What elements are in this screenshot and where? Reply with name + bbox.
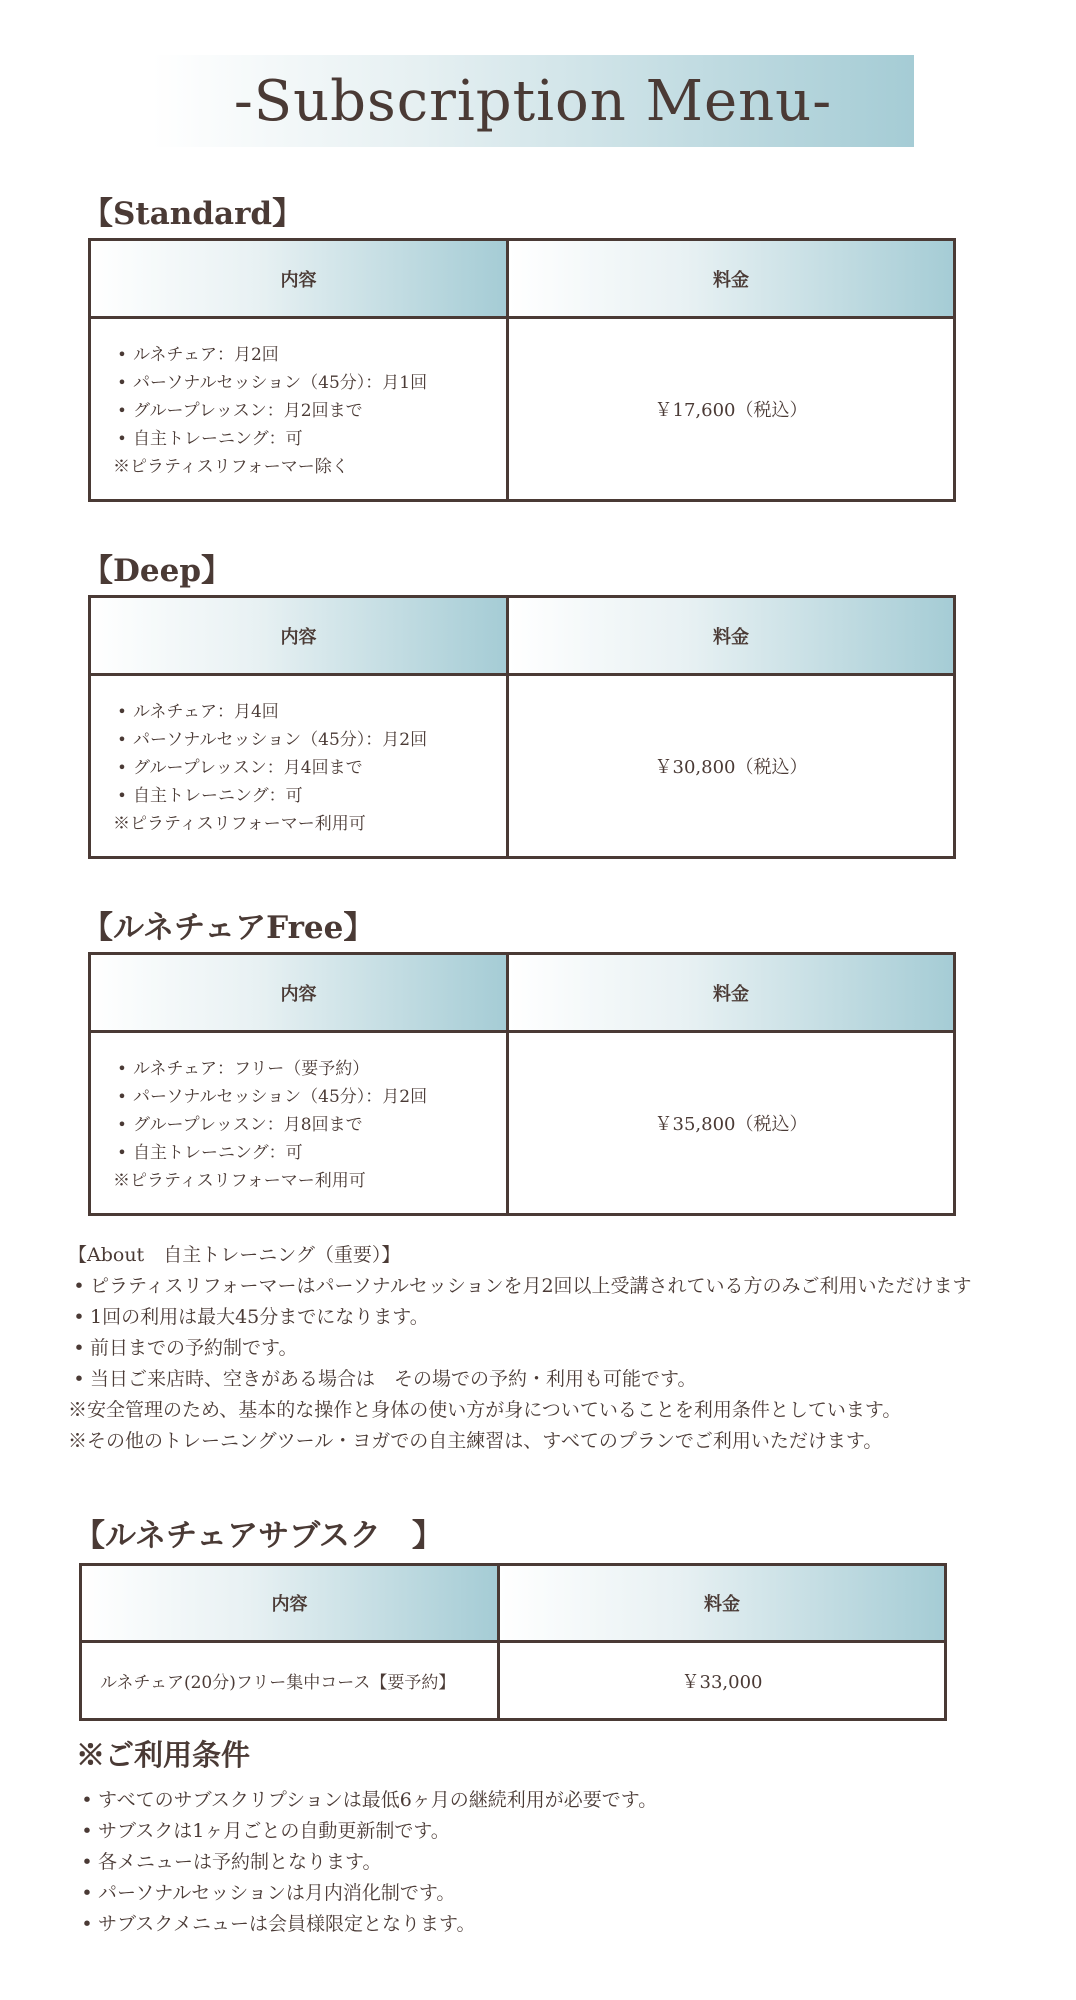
title-banner bbox=[152, 55, 914, 147]
list-item bbox=[76, 1909, 657, 1940]
plan-heading-standard: 【Standard】 bbox=[82, 196, 304, 232]
list-item bbox=[111, 1055, 506, 1083]
list-item bbox=[111, 754, 506, 782]
feature-text: グループレッスン：月2回まで bbox=[133, 401, 363, 421]
bullet-icon: • bbox=[117, 1143, 127, 1162]
about-section bbox=[68, 1240, 1028, 1457]
bullet-icon: • bbox=[73, 1337, 85, 1359]
price-cell: ￥17,600（税込） bbox=[654, 400, 808, 421]
bullet-icon: • bbox=[117, 702, 127, 721]
bullet-icon: • bbox=[81, 1789, 93, 1811]
list-item bbox=[68, 1333, 1028, 1364]
table-body-row bbox=[91, 1033, 953, 1213]
feature-text: 自主トレーニング：可 bbox=[133, 1143, 303, 1163]
bullet-icon: • bbox=[81, 1913, 93, 1935]
plan-table-chair-subscription bbox=[79, 1563, 947, 1721]
content-cell bbox=[91, 676, 509, 856]
plan-heading-free: 【ルネチェアFree】 bbox=[82, 910, 375, 946]
bullet-icon: • bbox=[117, 1087, 127, 1106]
list-item bbox=[68, 1271, 1028, 1302]
table-header-row bbox=[82, 1566, 944, 1643]
feature-note: ※ピラティスリフォーマー除く bbox=[113, 457, 349, 477]
list-item bbox=[111, 1083, 506, 1111]
bullet-icon: • bbox=[117, 758, 127, 777]
condition-text: サブスクメニューは会員様限定となります。 bbox=[98, 1913, 476, 1935]
bullet-icon: • bbox=[81, 1820, 93, 1842]
feature-text: グループレッスン：月8回まで bbox=[133, 1115, 363, 1135]
feature-text: パーソナルセッション（45分）：月2回 bbox=[133, 1087, 428, 1107]
feature-note: ※ピラティスリフォーマー利用可 bbox=[113, 1171, 366, 1191]
content-cell bbox=[91, 1033, 509, 1213]
list-item bbox=[111, 397, 506, 425]
plan-heading-chair-subscription: 【ルネチェアサブスク 】 bbox=[74, 1518, 443, 1554]
about-text: 当日ご来店時、空きがある場合は その場での予約・利用も可能です。 bbox=[90, 1368, 697, 1390]
price-cell: ￥30,800（税込） bbox=[654, 757, 808, 778]
table-header-row bbox=[91, 598, 953, 676]
bullet-icon: • bbox=[117, 730, 127, 749]
feature-text: ルネチェア：月4回 bbox=[133, 702, 279, 722]
list-item bbox=[111, 369, 506, 397]
bullet-icon: • bbox=[117, 1115, 127, 1134]
plan-table-free bbox=[88, 952, 956, 1216]
list-item bbox=[76, 1878, 657, 1909]
list-item bbox=[68, 1302, 1028, 1333]
header-content: 内容 bbox=[91, 241, 509, 316]
header-content: 内容 bbox=[91, 598, 509, 673]
header-price: 料金 bbox=[500, 1566, 944, 1640]
plan-table-standard bbox=[88, 238, 956, 502]
bullet-icon: • bbox=[73, 1306, 85, 1328]
about-text: 1回の利用は最大45分までになります。 bbox=[90, 1306, 429, 1328]
list-item bbox=[76, 1847, 657, 1878]
list-item bbox=[111, 1111, 506, 1139]
condition-text: 各メニューは予約制となります。 bbox=[98, 1851, 382, 1873]
bullet-icon: • bbox=[117, 786, 127, 805]
bullet-icon: • bbox=[81, 1851, 93, 1873]
list-item bbox=[111, 698, 506, 726]
conditions-heading: ※ご利用条件 bbox=[76, 1738, 251, 1772]
feature-note: ※ピラティスリフォーマー利用可 bbox=[113, 814, 366, 834]
feature-list bbox=[111, 1055, 506, 1167]
bullet-icon: • bbox=[117, 429, 127, 448]
bullet-icon: • bbox=[117, 373, 127, 392]
list-item bbox=[111, 782, 506, 810]
list-item bbox=[76, 1816, 657, 1847]
condition-text: パーソナルセッションは月内消化制です。 bbox=[98, 1882, 456, 1904]
feature-text: パーソナルセッション（45分）：月1回 bbox=[133, 373, 428, 393]
feature-list bbox=[111, 698, 506, 810]
feature-text: 自主トレーニング：可 bbox=[133, 429, 303, 449]
condition-text: サブスクは1ヶ月ごとの自動更新制です。 bbox=[98, 1820, 450, 1842]
about-text: 前日までの予約制です。 bbox=[90, 1337, 298, 1359]
bullet-icon: • bbox=[73, 1368, 85, 1390]
header-price: 料金 bbox=[509, 598, 953, 673]
about-note: ※その他のトレーニングツール・ヨガでの自主練習は、すべてのプランでご利用いただけます。 bbox=[68, 1430, 883, 1452]
about-title: 【About 自主トレーニング（重要）】 bbox=[68, 1244, 401, 1266]
bullet-icon: • bbox=[117, 345, 127, 364]
about-text: ピラティスリフォーマーはパーソナルセッションを月2回以上受講されている方のみご利用いただけます bbox=[90, 1275, 972, 1297]
list-item bbox=[111, 726, 506, 754]
table-header-row bbox=[91, 241, 953, 319]
feature-text: ルネチェア：月2回 bbox=[133, 345, 279, 365]
about-list bbox=[68, 1271, 1028, 1395]
bullet-icon: • bbox=[81, 1882, 93, 1904]
feature-text: パーソナルセッション（45分）：月2回 bbox=[133, 730, 428, 750]
list-item bbox=[111, 1139, 506, 1167]
feature-text: 自主トレーニング：可 bbox=[133, 786, 303, 806]
list-item bbox=[111, 341, 506, 369]
plan-table-deep bbox=[88, 595, 956, 859]
header-content: 内容 bbox=[91, 955, 509, 1030]
table-body-row bbox=[91, 676, 953, 856]
bullet-icon: • bbox=[117, 401, 127, 420]
header-content: 内容 bbox=[82, 1566, 500, 1640]
content-cell: ルネチェア(20分)フリー集中コース【要予約】 bbox=[82, 1643, 500, 1718]
conditions-list bbox=[76, 1785, 657, 1940]
list-item bbox=[76, 1785, 657, 1816]
list-item bbox=[68, 1364, 1028, 1395]
feature-text: ルネチェア：フリー（要予約） bbox=[133, 1059, 370, 1079]
page-title: -Subscription Menu- bbox=[233, 68, 833, 134]
plan-heading-deep: 【Deep】 bbox=[82, 553, 233, 589]
table-body-row bbox=[91, 319, 953, 499]
feature-text: グループレッスン：月4回まで bbox=[133, 758, 363, 778]
price-cell: ￥35,800（税込） bbox=[654, 1114, 808, 1135]
about-note: ※安全管理のため、基本的な操作と身体の使い方が身についていることを利用条件としています。 bbox=[68, 1399, 902, 1421]
list-item bbox=[111, 425, 506, 453]
table-header-row bbox=[91, 955, 953, 1033]
price-cell: ￥33,000 bbox=[681, 1671, 763, 1693]
header-price: 料金 bbox=[509, 955, 953, 1030]
table-body-row bbox=[82, 1643, 944, 1718]
feature-list bbox=[111, 341, 506, 453]
condition-text: すべてのサブスクリプションは最低6ヶ月の継続利用が必要です。 bbox=[98, 1789, 658, 1811]
header-price: 料金 bbox=[509, 241, 953, 316]
content-cell bbox=[91, 319, 509, 499]
bullet-icon: • bbox=[73, 1275, 85, 1297]
bullet-icon: • bbox=[117, 1059, 127, 1078]
